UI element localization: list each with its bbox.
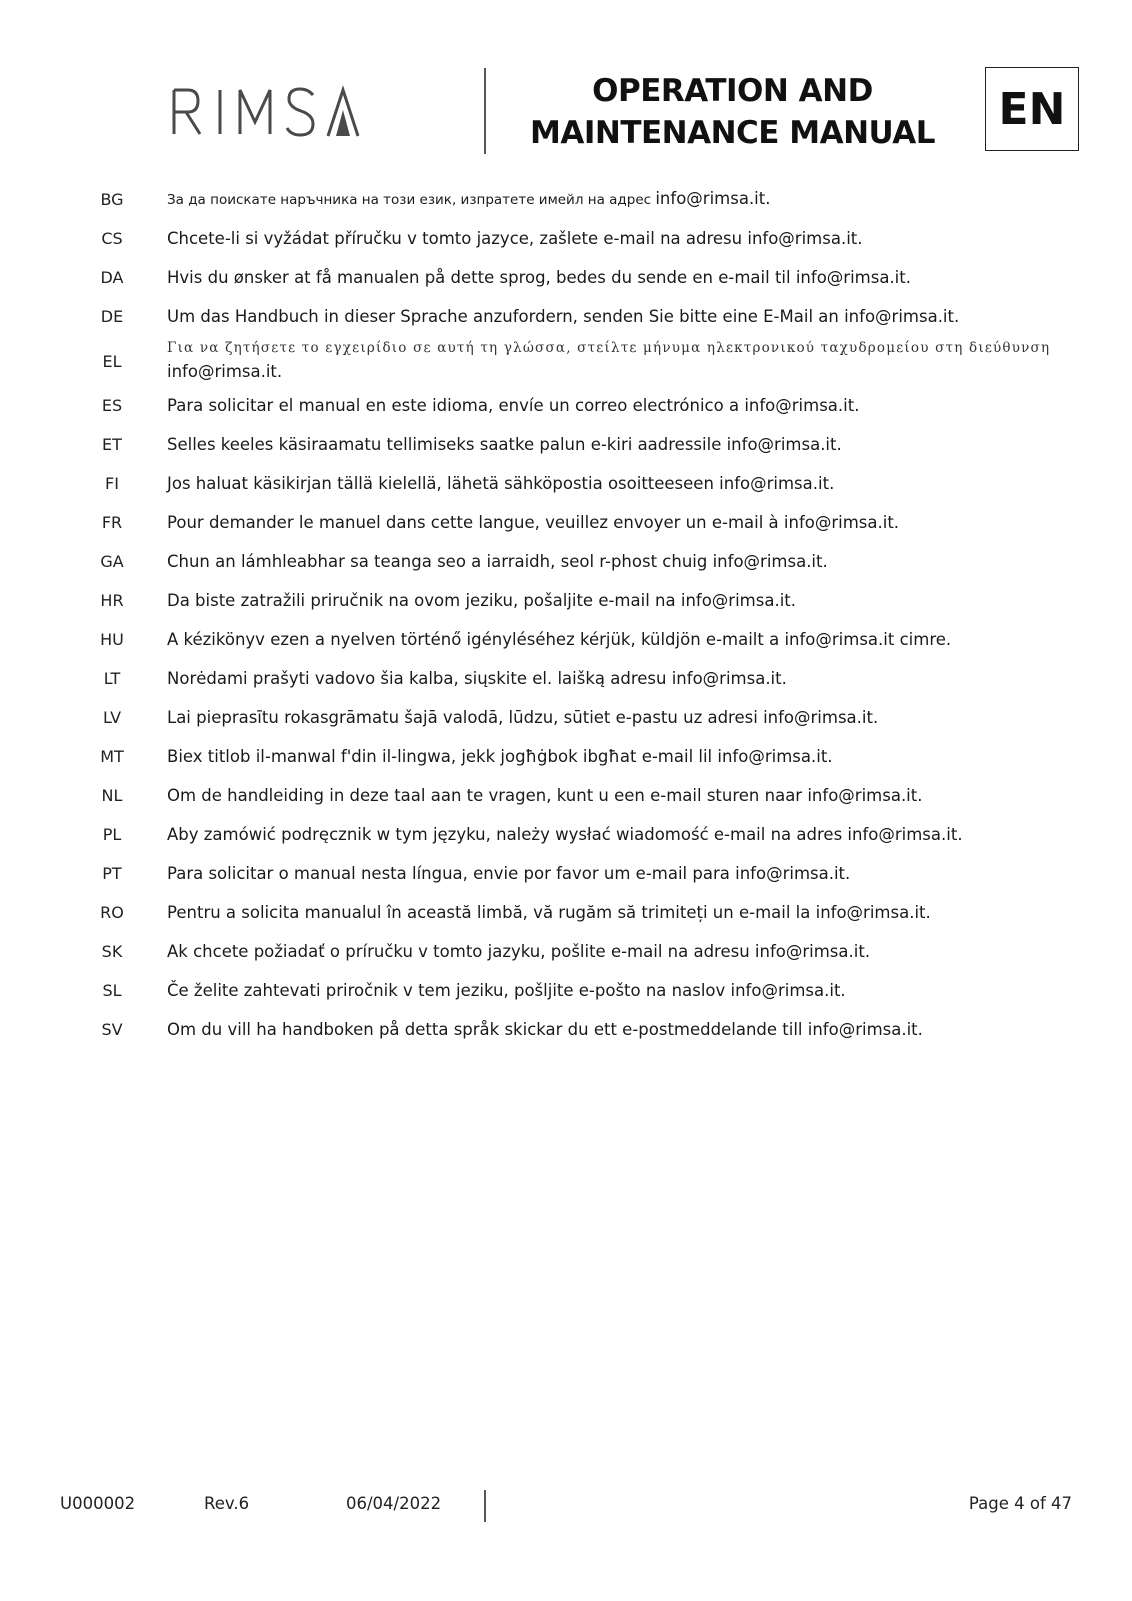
language-request-list [85,180,1085,1049]
footer-page-number: Page 4 of 47 [968,1494,1072,1513]
language-code: NL [101,786,123,805]
email-address: info@rimsa.it. [655,189,771,208]
email-address: info@rimsa.it. [744,396,860,415]
list-item [85,698,1085,737]
list-item [85,386,1085,425]
email-address: info@rimsa.it. [712,552,828,571]
request-text [167,550,828,573]
list-item [85,854,1085,893]
language-code: GA [100,552,124,571]
request-sentence: Chun an lámhleabhar sa teanga seo a iarraidh, seol r-phost chuig [167,552,713,571]
request-text [167,511,899,534]
request-sentence: Biex titlob il-manwal f'din il-lingwa, jekk jogħġbok ibgħat e-mail lil [167,747,718,766]
language-code: LT [103,669,121,688]
request-sentence: Pentru a solicita manualul în această limbă, vă rugăm să trimiteți un e-mail la [167,903,816,922]
request-text [167,940,870,963]
email-address: info@rimsa.it. [671,669,787,688]
language-code: SL [102,981,122,1000]
email-address: info@rimsa.it. [807,786,923,805]
request-sentence: Selles keeles käsiraamatu tellimiseks saatke palun e-kiri aadressile [167,435,727,454]
language-code: FI [105,474,119,493]
email-address: info@rimsa.it. [735,864,851,883]
language-code: DE [100,307,124,326]
request-text [167,901,931,924]
request-sentence: Ak chcete požiadať o príručku v tomto jazyku, pošlite e-mail na adresu [167,942,755,961]
request-sentence: Jos haluat käsikirjan tällä kielellä, lähetä sähköpostia osoitteeseen [167,474,720,493]
list-item [85,258,1085,297]
email-address: info@rimsa.it. [719,474,835,493]
request-text [167,337,1067,385]
email-address: info@rimsa.it. [730,981,846,1000]
list-item [85,659,1085,698]
request-text [167,979,846,1002]
request-sentence: Pour demander le manuel dans cette langue, veuillez envoyer un e-mail à [167,513,784,532]
language-code: SV [101,1020,123,1039]
list-item [85,971,1085,1010]
email-address: info@rimsa.it. [815,903,931,922]
request-text [167,589,796,612]
list-item [85,737,1085,776]
email-address: info@rimsa.it. [783,513,900,532]
footer-document-code: U000002 [60,1494,136,1513]
request-sentence: Para solicitar el manual en este idioma, envíe un correo electrónico a [167,396,745,415]
footer-divider [484,1490,486,1522]
rimsa-logo [168,82,368,142]
request-sentence: Για να ζητήσετε το εγχειρίδιο σε αυτή τη γλώσσα, στείλτε μήνυμα ηλεκτρονικού ταχυδρομείου στη διεύθυνση [167,340,1051,356]
language-code: ES [101,396,123,415]
email-address: info@rimsa.it. [807,1020,923,1039]
list-item [85,503,1085,542]
logo-graphic [168,82,368,142]
request-text [167,266,911,289]
language-code: MT [100,747,124,766]
language-code: BG [100,190,124,209]
header-divider [484,68,486,154]
email-address: info@rimsa.it. [754,942,871,961]
language-badge: EN [985,67,1079,151]
email-address: info@rimsa.it. [717,747,833,766]
request-text [167,1018,923,1041]
language-code: ET [102,435,122,454]
email-address: info@rimsa.it. [795,268,911,287]
list-item [85,542,1085,581]
list-item [85,425,1085,464]
email-address: info@rimsa.it. [763,708,879,727]
request-sentence: Chcete-li si vyžádat příručku v tomto jazyce, zašlete e-mail na adresu [167,229,748,248]
request-text [167,706,878,729]
document-title [500,70,965,154]
request-text [167,472,834,495]
email-address: info@rimsa.it cimre. [784,630,952,649]
title-line-2: MAINTENANCE MANUAL [530,115,935,151]
email-address: info@rimsa.it. [167,362,283,381]
request-sentence: Hvis du ønsker at få manualen på dette sprog, bedes du sende en e-mail til [167,268,796,287]
title-line-1: OPERATION AND [592,73,873,109]
request-text [167,628,951,651]
language-code: HR [100,591,124,610]
language-code: FR [101,513,123,532]
request-text [167,784,922,807]
list-item [85,893,1085,932]
list-item [85,620,1085,659]
list-item [85,464,1085,503]
email-address: info@rimsa.it. [747,229,863,248]
list-item [85,219,1085,258]
list-item [85,815,1085,854]
language-code: PT [102,864,122,883]
list-item [85,932,1085,971]
request-sentence: Om de handleiding in deze taal aan te vragen, kunt u een e-mail sturen naar [167,786,808,805]
request-sentence: Da biste zatražili priručnik na ovom jeziku, pošaljite e-mail na [167,591,681,610]
request-text [167,745,833,768]
list-item [85,297,1085,336]
language-code: PL [102,825,122,844]
request-text [167,862,850,885]
request-text [167,187,770,212]
email-address: info@rimsa.it. [844,307,960,326]
request-text [167,667,787,690]
list-item [85,581,1085,620]
email-address: info@rimsa.it. [680,591,796,610]
footer-revision: Rev.6 [204,1494,250,1513]
request-text [167,433,842,456]
request-text [167,823,963,846]
language-code: DA [100,268,124,287]
list-item [85,336,1085,386]
language-code: HU [100,630,124,649]
language-code: CS [101,229,123,248]
request-sentence: Aby zamówić podręcznik w tym języku, należy wysłać wiadomość e-mail na adres [167,825,848,844]
list-item [85,776,1085,815]
request-sentence: Lai pieprasītu rokasgrāmatu šajā valodā, lūdzu, sūtiet e-pastu uz adresi [167,708,764,727]
request-sentence: A kézikönyv ezen a nyelven történő igényléséhez kérjük, küldjön e-mailt a [167,630,785,649]
email-address: info@rimsa.it. [726,435,842,454]
request-sentence: Para solicitar o manual nesta língua, envie por favor um e-mail para [167,864,736,883]
request-text [167,227,863,250]
request-sentence: За да поискате наръчника на този език, изпратете имейл на адрес [167,192,656,208]
language-code: SK [101,942,123,961]
language-code: LV [102,708,122,727]
request-sentence: Norėdami prašyti vadovo šia kalba, siųskite el. laišką adresu [167,669,672,688]
email-address: info@rimsa.it. [847,825,963,844]
request-sentence: Če želite zahtevati priročnik v tem jeziku, pošljite e-pošto na naslov [167,981,731,1000]
language-code: RO [100,903,124,922]
list-item [85,180,1085,219]
request-text [167,305,959,328]
language-code: EL [102,351,122,371]
list-item [85,1010,1085,1049]
footer-date: 06/04/2022 [346,1494,442,1513]
request-sentence: Um das Handbuch in dieser Sprache anzufordern, senden Sie bitte eine E-Mail an [167,307,845,326]
request-text [167,394,859,417]
request-sentence: Om du vill ha handboken på detta språk skickar du ett e-postmeddelande till [167,1020,808,1039]
